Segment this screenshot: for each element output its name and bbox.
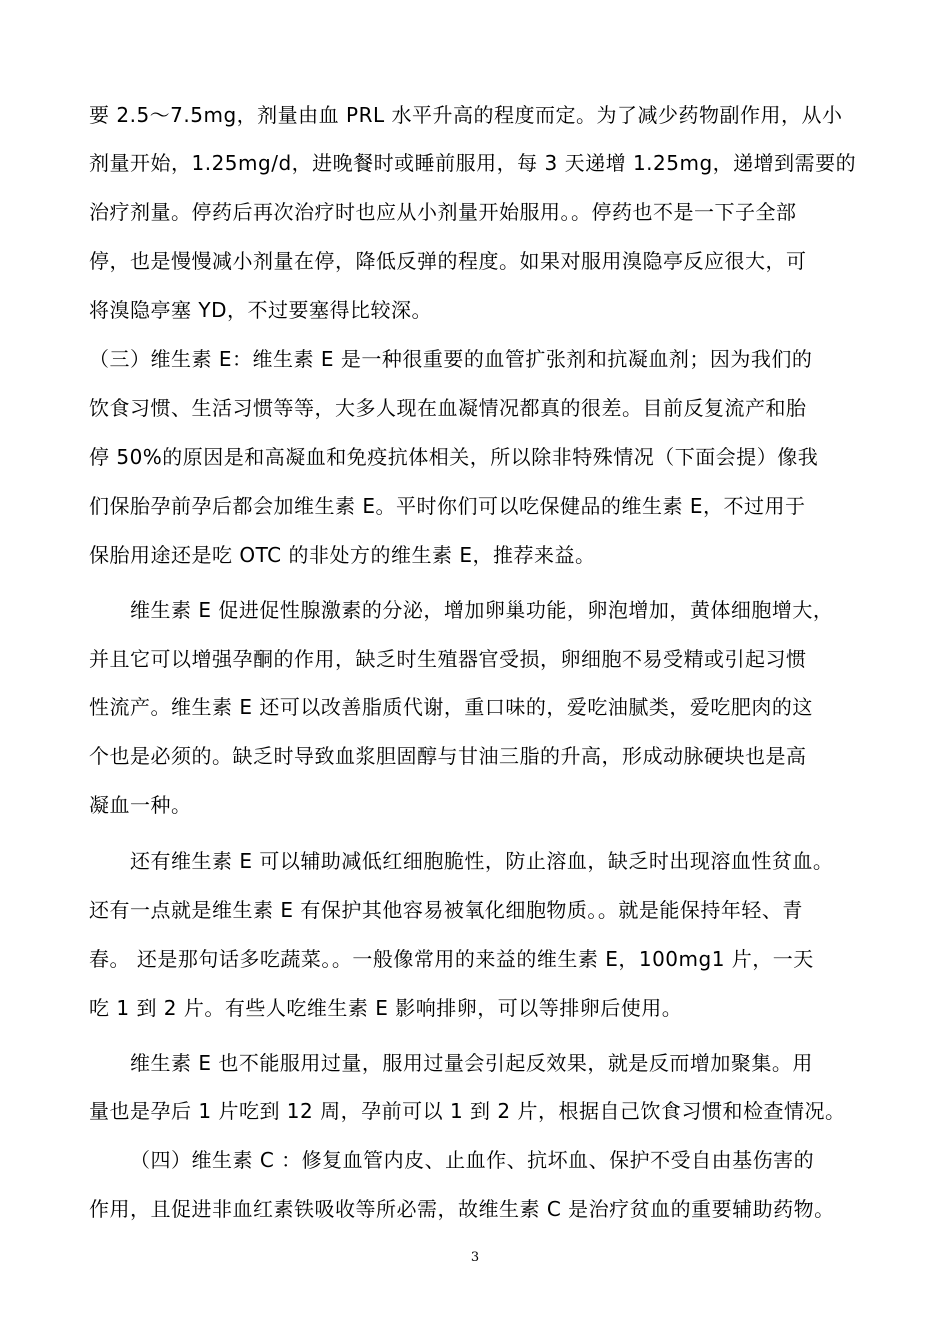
text-line: 们保胎孕前孕后都会加维生素 E。平时你们可以吃保健品的维生素 E，不过用于	[89, 494, 806, 518]
section-heading-vitamin-e: （三）维生素 E：维生素 E 是一种很重要的血管扩张剂和抗凝血剂；因为我们的	[89, 347, 813, 371]
text-line: 并且它可以增强孕酮的作用，缺乏时生殖器官受损，卵细胞不易受精或引起习惯	[89, 647, 807, 671]
paragraph-start: 维生素 E 也不能服用过量，服用过量会引起反效果，就是反而增加聚集。用	[130, 1051, 813, 1075]
text-line: 饮食习惯、生活习惯等等，大多人现在血凝情况都真的很差。目前反复流产和胎	[89, 396, 807, 420]
text-line: 性流产。维生素 E 还可以改善脂质代谢，重口味的，爱吃油腻类，爱吃肥肉的这	[89, 695, 813, 719]
text-line: 春。 还是那句话多吃蔬菜。。一般像常用的来益的维生素 E，100mg1 片，一天	[89, 947, 814, 971]
text-line: 治疗剂量。停药后再次治疗时也应从小剂量开始服用。。停药也不是一下子全部	[89, 200, 797, 224]
text-line: 剂量开始，1.25mg/d，进晚餐时或睡前服用，每 3 天递增 1.25mg，递增到需要的	[89, 151, 857, 175]
text-line: 个也是必须的。缺乏时导致血浆胆固醇与甘油三脂的升高，形成动脉硬块也是高	[89, 744, 807, 768]
text-line: 保胎用途还是吃 OTC 的非处方的维生素 E，推荐来益。	[89, 543, 596, 567]
text-line: 吃 1 到 2 片。有些人吃维生素 E 影响排卵，可以等排卵后使用。	[89, 996, 683, 1020]
text-line: 将溴隐亭塞 YD，不过要塞得比较深。	[89, 298, 432, 322]
paragraph-start: 维生素 E 促进促性腺激素的分泌，增加卵巢功能，卵泡增加，黄体细胞增大，	[130, 598, 834, 622]
page-number: 3	[470, 1250, 480, 1265]
text-line: 要 2.5～7.5mg，剂量由血 PRL 水平升高的程度而定。为了减少药物副作用，从小	[89, 103, 843, 127]
section-heading-vitamin-c: （四）维生素 C ：修复血管内皮、止血作、抗坏血、保护不受自由基伤害的	[130, 1148, 815, 1172]
text-line: 凝血一种。	[89, 793, 192, 817]
text-line: 停，也是慢慢减小剂量在停，降低反弹的程度。如果对服用溴隐亭反应很大，可	[89, 249, 807, 273]
paragraph-start: 还有维生素 E 可以辅助减低红细胞脆性，防止溶血，缺乏时出现溶血性贫血。	[130, 849, 834, 873]
text-line: 还有一点就是维生素 E 有保护其他容易被氧化细胞物质。。就是能保持年轻、青	[89, 898, 803, 922]
text-line: 量也是孕后 1 片吃到 12 周，孕前可以 1 到 2 片，根据自己饮食习惯和检查情况。	[89, 1099, 846, 1123]
text-line: 停 50%的原因是和高凝血和免疫抗体相关，所以除非特殊情况（下面会提）像我	[89, 445, 819, 469]
text-line: 作用，且促进非血红素铁吸收等所必需，故维生素 C 是治疗贫血的重要辅助药物。	[89, 1197, 835, 1221]
